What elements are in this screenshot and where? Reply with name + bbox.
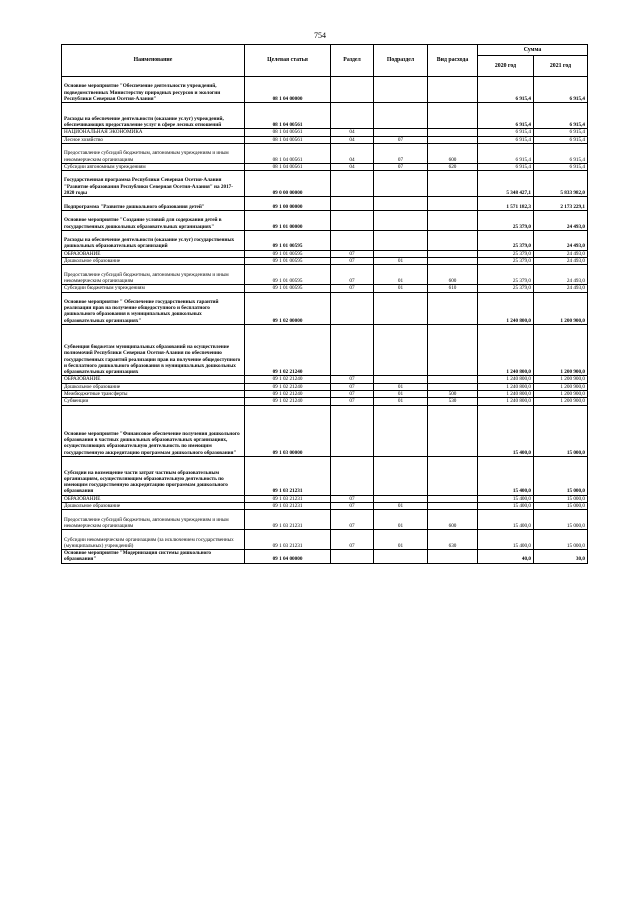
cell-value-2021: 15 000,0 xyxy=(534,530,588,550)
cell-subsection: 01 xyxy=(374,530,428,550)
cell-name: Субсидии автономным учреждениям xyxy=(62,163,245,170)
cell-value-2021: 6 915,4 xyxy=(534,163,588,170)
header-year-2021: 2021 год xyxy=(534,56,588,77)
page-number: 754 xyxy=(314,31,326,40)
cell-subsection xyxy=(374,376,428,383)
table-row xyxy=(62,258,588,265)
cell-section xyxy=(331,77,374,103)
cell-code: 09 1 01 00595 xyxy=(245,258,331,265)
cell-section xyxy=(331,197,374,211)
cell-section: 07 xyxy=(331,383,374,390)
cell-section: 04 xyxy=(331,136,374,143)
table-row xyxy=(62,503,588,510)
cell-code: 09 1 03 21231 xyxy=(245,503,331,510)
cell-code: 08 1 04 00561 xyxy=(245,143,331,163)
cell-expense-type xyxy=(428,171,478,197)
cell-subsection xyxy=(374,292,428,325)
cell-section: 07 xyxy=(331,285,374,292)
cell-section: 04 xyxy=(331,163,374,170)
cell-subsection xyxy=(374,77,428,103)
cell-section xyxy=(331,230,374,250)
cell-section: 07 xyxy=(331,250,374,257)
cell-value-2021: 15 000,0 xyxy=(534,405,588,456)
table-row xyxy=(62,325,588,376)
cell-section xyxy=(331,325,374,376)
cell-value-2021: 15 000,0 xyxy=(534,503,588,510)
cell-subsection: 01 xyxy=(374,510,428,530)
cell-subsection xyxy=(374,129,428,136)
cell-value-2020: 40,0 xyxy=(478,550,534,564)
cell-value-2020: 6 915,4 xyxy=(478,129,534,136)
cell-value-2021: 15 000,0 xyxy=(534,510,588,530)
cell-code: 09 1 01 00595 xyxy=(245,230,331,250)
cell-section: 07 xyxy=(331,390,374,397)
table-row xyxy=(62,495,588,502)
cell-expense-type: 500 xyxy=(428,390,478,397)
cell-name: Расходы на обеспечение деятельности (оказание услуг) учреждений, обеспечивающих предоставление услуг в сфере лесных отношений xyxy=(62,103,245,129)
cell-expense-type xyxy=(428,210,478,230)
cell-subsection: 01 xyxy=(374,503,428,510)
cell-code: 09 1 01 00595 xyxy=(245,250,331,257)
cell-expense-type xyxy=(428,258,478,265)
cell-value-2021: 24 493,0 xyxy=(534,210,588,230)
cell-name: ОБРАЗОВАНИЕ xyxy=(62,250,245,257)
cell-value-2021: 1 200 900,0 xyxy=(534,325,588,376)
cell-section: 07 xyxy=(331,530,374,550)
table-row xyxy=(62,103,588,129)
table-row xyxy=(62,383,588,390)
cell-expense-type xyxy=(428,405,478,456)
cell-subsection xyxy=(374,171,428,197)
table-row xyxy=(62,376,588,383)
cell-value-2020: 25 379,0 xyxy=(478,265,534,285)
cell-name: Предоставление субсидий бюджетным, автономным учреждениям и иным некоммерческим организациям xyxy=(62,510,245,530)
cell-value-2020: 6 915,4 xyxy=(478,163,534,170)
cell-code: 08 1 04 00561 xyxy=(245,129,331,136)
cell-expense-type xyxy=(428,129,478,136)
cell-value-2021: 6 915,4 xyxy=(534,77,588,103)
cell-code: 09 1 00 00000 xyxy=(245,197,331,211)
cell-name: Расходы на обеспечение деятельности (оказание услуг) государственных дошкольных образовательных организаций xyxy=(62,230,245,250)
cell-code: 09 0 00 00000 xyxy=(245,171,331,197)
table-row xyxy=(62,292,588,325)
cell-section: 07 xyxy=(331,398,374,405)
cell-subsection: 01 xyxy=(374,258,428,265)
cell-section: 04 xyxy=(331,143,374,163)
cell-code: 09 1 02 21240 xyxy=(245,390,331,397)
cell-name: Дошкольное образование xyxy=(62,258,245,265)
table-row xyxy=(62,230,588,250)
cell-value-2020: 25 379,0 xyxy=(478,250,534,257)
cell-code: 09 1 02 21240 xyxy=(245,376,331,383)
table-row xyxy=(62,265,588,285)
cell-value-2021: 1 200 900,0 xyxy=(534,398,588,405)
table-body xyxy=(62,77,588,564)
cell-subsection: 01 xyxy=(374,383,428,390)
cell-expense-type: 610 xyxy=(428,285,478,292)
cell-value-2020: 15 400,0 xyxy=(478,405,534,456)
cell-value-2020: 6 915,4 xyxy=(478,143,534,163)
cell-value-2020: 25 379,0 xyxy=(478,285,534,292)
cell-code: 09 1 01 00000 xyxy=(245,210,331,230)
cell-value-2020: 1 240 800,0 xyxy=(478,376,534,383)
cell-code: 09 1 01 00595 xyxy=(245,285,331,292)
cell-expense-type: 600 xyxy=(428,143,478,163)
cell-subsection xyxy=(374,230,428,250)
cell-section xyxy=(331,456,374,495)
table-row xyxy=(62,456,588,495)
cell-code: 08 1 04 00000 xyxy=(245,77,331,103)
cell-subsection: 07 xyxy=(374,136,428,143)
cell-value-2021: 1 200 900,0 xyxy=(534,376,588,383)
table-row xyxy=(62,530,588,550)
cell-expense-type xyxy=(428,292,478,325)
cell-name: Межбюджетные трансферты xyxy=(62,390,245,397)
table-row xyxy=(62,405,588,456)
cell-value-2021: 6 915,4 xyxy=(534,136,588,143)
cell-expense-type: 600 xyxy=(428,265,478,285)
cell-expense-type xyxy=(428,250,478,257)
cell-code: 09 1 02 00000 xyxy=(245,292,331,325)
cell-name: Субвенция бюджетам муниципальных образований на осуществление полномочий Республики Северная Осетия-Алания по обеспечению государственных гарантий реализации прав на получение общедоступного и бесплатного дошкольного образования в муниципальных дошкольных образовательных организациях xyxy=(62,325,245,376)
cell-name: Подпрограмма "Развитие дошкольного образования детей" xyxy=(62,197,245,211)
header-year-2020: 2020 год xyxy=(478,56,534,77)
table-row xyxy=(62,550,588,564)
header-sum: Сумма xyxy=(478,45,588,56)
cell-subsection: 01 xyxy=(374,285,428,292)
cell-value-2021: 6 915,4 xyxy=(534,103,588,129)
cell-value-2020: 1 571 182,3 xyxy=(478,197,534,211)
cell-name: Основное мероприятие "Обеспечение деятельности учреждений, подведомственных Министерству природных ресурсов и экологии Республики Северная Осетия-Алания" xyxy=(62,77,245,103)
cell-name: НАЦИОНАЛЬНАЯ ЭКОНОМИКА xyxy=(62,129,245,136)
cell-subsection: 01 xyxy=(374,265,428,285)
cell-code: 09 1 03 21231 xyxy=(245,530,331,550)
cell-code: 09 1 01 00595 xyxy=(245,265,331,285)
cell-code: 09 1 02 21240 xyxy=(245,398,331,405)
cell-name: Лесное хозяйство xyxy=(62,136,245,143)
cell-subsection xyxy=(374,456,428,495)
cell-section: 07 xyxy=(331,503,374,510)
cell-value-2020: 15 400,0 xyxy=(478,503,534,510)
budget-table xyxy=(61,44,588,564)
cell-subsection xyxy=(374,197,428,211)
cell-expense-type xyxy=(428,376,478,383)
table-row xyxy=(62,77,588,103)
cell-code: 09 1 03 00000 xyxy=(245,405,331,456)
cell-value-2020: 1 240 800,0 xyxy=(478,292,534,325)
cell-value-2020: 6 915,4 xyxy=(478,136,534,143)
cell-name: Государственная программа Республики Северная Осетия-Алания "Развитие образования Республики Северная Осетия-Алания" на 2017-2020 годы xyxy=(62,171,245,197)
table-row xyxy=(62,136,588,143)
header-subsection: Подраздел xyxy=(374,45,428,77)
cell-value-2020: 15 400,0 xyxy=(478,510,534,530)
cell-section: 07 xyxy=(331,376,374,383)
cell-value-2020: 1 240 800,0 xyxy=(478,398,534,405)
cell-section: 07 xyxy=(331,495,374,502)
cell-value-2021: 6 915,4 xyxy=(534,129,588,136)
cell-name: Основное мероприятие "Финансовое обеспечение получения дошкольного образования в частных дошкольных образовательных организациях, осуществляющих образовательную деятельность по имеющим государственную аккредитацию программам дошкольного образования" xyxy=(62,405,245,456)
cell-name: Основное мероприятие "Модернизация системы дошкольного образования" xyxy=(62,550,245,564)
table-row xyxy=(62,197,588,211)
table-row xyxy=(62,390,588,397)
cell-code: 09 1 02 21240 xyxy=(245,383,331,390)
cell-code: 09 1 03 21231 xyxy=(245,456,331,495)
cell-name: Предоставление субсидий бюджетным, автономным учреждениям и иным некоммерческим организациям xyxy=(62,265,245,285)
cell-value-2021: 24 493,0 xyxy=(534,265,588,285)
cell-name: Субсидии бюджетным учреждениям xyxy=(62,285,245,292)
table-row xyxy=(62,163,588,170)
cell-value-2021: 15 000,0 xyxy=(534,456,588,495)
cell-name: Дошкольное образование xyxy=(62,503,245,510)
cell-subsection: 01 xyxy=(374,398,428,405)
cell-name: Предоставление субсидий бюджетным, автономным учреждениям и иным некоммерческим организациям xyxy=(62,143,245,163)
header-expense-type: Вид расхода xyxy=(428,45,478,77)
table-row xyxy=(62,250,588,257)
cell-value-2020: 25 379,0 xyxy=(478,258,534,265)
cell-expense-type xyxy=(428,197,478,211)
cell-name: ОБРАЗОВАНИЕ xyxy=(62,376,245,383)
cell-code: 09 1 03 21231 xyxy=(245,495,331,502)
cell-expense-type xyxy=(428,550,478,564)
cell-expense-type: 600 xyxy=(428,510,478,530)
cell-value-2021: 30,0 xyxy=(534,550,588,564)
cell-name: ОБРАЗОВАНИЕ xyxy=(62,495,245,502)
cell-section xyxy=(331,171,374,197)
cell-expense-type xyxy=(428,503,478,510)
cell-expense-type xyxy=(428,77,478,103)
cell-expense-type xyxy=(428,230,478,250)
cell-code: 09 1 03 21231 xyxy=(245,510,331,530)
cell-value-2020: 6 915,4 xyxy=(478,77,534,103)
cell-value-2020: 1 240 800,0 xyxy=(478,383,534,390)
cell-subsection xyxy=(374,250,428,257)
cell-value-2021: 24 493,0 xyxy=(534,285,588,292)
cell-expense-type xyxy=(428,103,478,129)
cell-name: Субсидии некоммерческим организациям (за исключением государственных (муниципальных) учреждений) xyxy=(62,530,245,550)
cell-value-2020: 25 379,0 xyxy=(478,230,534,250)
cell-expense-type: 620 xyxy=(428,163,478,170)
cell-subsection xyxy=(374,405,428,456)
cell-subsection xyxy=(374,210,428,230)
cell-expense-type xyxy=(428,456,478,495)
cell-value-2021: 24 493,0 xyxy=(534,250,588,257)
cell-value-2021: 1 200 900,0 xyxy=(534,292,588,325)
cell-code: 09 1 04 00000 xyxy=(245,550,331,564)
cell-value-2020: 25 379,0 xyxy=(478,210,534,230)
cell-code: 08 1 04 00561 xyxy=(245,163,331,170)
cell-expense-type xyxy=(428,495,478,502)
cell-expense-type xyxy=(428,383,478,390)
cell-value-2020: 15 400,0 xyxy=(478,530,534,550)
table-row xyxy=(62,398,588,405)
cell-section xyxy=(331,210,374,230)
cell-code: 08 1 04 00561 xyxy=(245,136,331,143)
cell-code: 08 1 04 00561 xyxy=(245,103,331,129)
cell-value-2021: 15 000,0 xyxy=(534,495,588,502)
table-row xyxy=(62,143,588,163)
cell-name: Субвенции xyxy=(62,398,245,405)
cell-subsection xyxy=(374,495,428,502)
cell-section xyxy=(331,550,374,564)
cell-section: 07 xyxy=(331,510,374,530)
cell-subsection xyxy=(374,325,428,376)
cell-value-2020: 1 240 800,0 xyxy=(478,390,534,397)
cell-subsection: 07 xyxy=(374,143,428,163)
table-row xyxy=(62,285,588,292)
cell-section xyxy=(331,405,374,456)
cell-section: 04 xyxy=(331,129,374,136)
cell-section xyxy=(331,292,374,325)
cell-section: 07 xyxy=(331,265,374,285)
cell-value-2021: 1 200 900,0 xyxy=(534,383,588,390)
table-row xyxy=(62,210,588,230)
cell-value-2021: 6 915,4 xyxy=(534,143,588,163)
table-row xyxy=(62,129,588,136)
cell-value-2021: 1 200 900,0 xyxy=(534,390,588,397)
header-code: Целевая статья xyxy=(245,45,331,77)
cell-subsection: 07 xyxy=(374,163,428,170)
cell-expense-type xyxy=(428,136,478,143)
cell-value-2020: 15 400,0 xyxy=(478,456,534,495)
header-name: Наименование xyxy=(62,45,245,77)
table-row xyxy=(62,510,588,530)
cell-subsection xyxy=(374,550,428,564)
cell-section: 07 xyxy=(331,258,374,265)
cell-value-2021: 2 173 229,1 xyxy=(534,197,588,211)
cell-name: Основное мероприятие "Создание условий для содержания детей в государственных дошкольных образовательных организациях" xyxy=(62,210,245,230)
cell-expense-type xyxy=(428,325,478,376)
cell-subsection xyxy=(374,103,428,129)
cell-value-2020: 15 400,0 xyxy=(478,495,534,502)
cell-expense-type: 630 xyxy=(428,530,478,550)
cell-value-2021: 5 833 982,0 xyxy=(534,171,588,197)
cell-expense-type: 530 xyxy=(428,398,478,405)
cell-value-2020: 5 348 427,1 xyxy=(478,171,534,197)
cell-subsection: 01 xyxy=(374,390,428,397)
header-section: Раздел xyxy=(331,45,374,77)
cell-code: 09 1 02 21240 xyxy=(245,325,331,376)
cell-value-2021: 24 493,0 xyxy=(534,230,588,250)
cell-value-2020: 6 915,4 xyxy=(478,103,534,129)
cell-name: Основное мероприятие " Обеспечение государственных гарантий реализации прав на получение общедоступного и бесплатного дошкольного образования в муниципальных дошкольных образовательных организациях" xyxy=(62,292,245,325)
table-row xyxy=(62,171,588,197)
cell-section xyxy=(331,103,374,129)
cell-name: Субсидии на возмещение части затрат частным образовательным организациям, осуществляющим образовательную деятельность по имеющим государственную аккредитацию программам дошкольного образования xyxy=(62,456,245,495)
cell-value-2021: 24 493,0 xyxy=(534,258,588,265)
cell-name: Дошкольное образование xyxy=(62,383,245,390)
cell-value-2020: 1 240 800,0 xyxy=(478,325,534,376)
